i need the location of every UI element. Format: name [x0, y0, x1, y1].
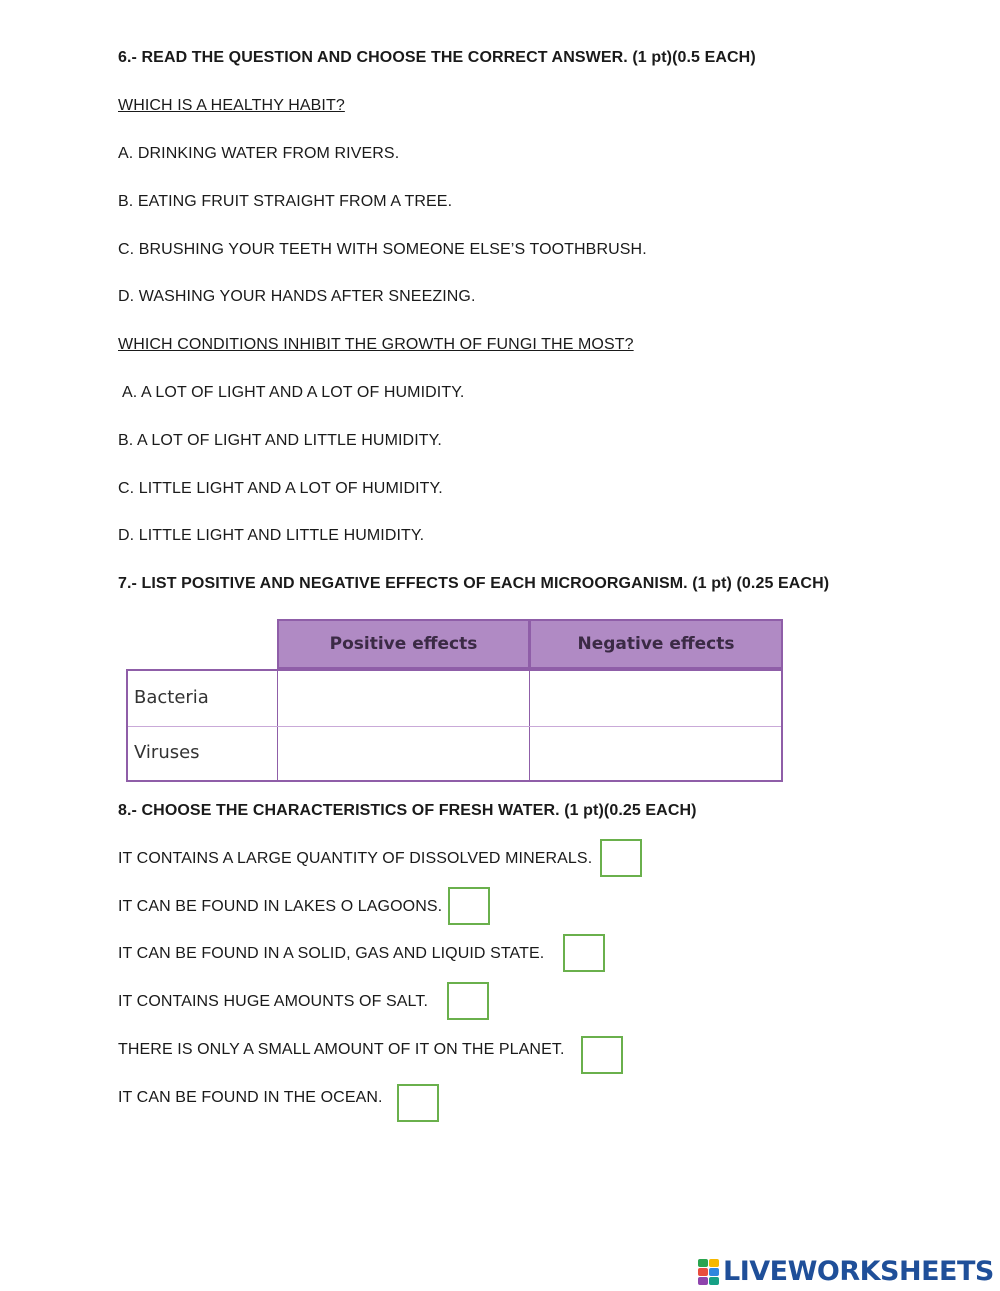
option-d-fungi[interactable]: D. LITTLE LIGHT AND LITTLE HUMIDITY. — [118, 527, 425, 544]
option-c-healthy-habit[interactable]: C. BRUSHING YOUR TEETH WITH SOMEONE ELSE’S TOOTHBRUSH. — [118, 241, 647, 258]
option-d-healthy-habit[interactable]: D. WASHING YOUR HANDS AFTER SNEEZING. — [118, 288, 476, 305]
fresh-water-item: IT CAN BE FOUND IN THE OCEAN. — [118, 1089, 383, 1106]
checkbox-small-amount[interactable] — [581, 1036, 623, 1074]
viruses-negative-cell[interactable] — [531, 728, 781, 780]
section-6-heading: 6.- READ THE QUESTION AND CHOOSE THE CORRECT ANSWER. (1 pt)(0.5 EACH) — [118, 49, 756, 66]
checkbox-huge-salt[interactable] — [447, 982, 489, 1020]
bacteria-positive-cell[interactable] — [279, 671, 528, 725]
option-b-fungi[interactable]: B. A LOT OF LIGHT AND LITTLE HUMIDITY. — [118, 432, 442, 449]
bacteria-negative-cell[interactable] — [531, 671, 781, 725]
option-a-fungi[interactable]: A. A LOT OF LIGHT AND A LOT OF HUMIDITY. — [122, 384, 465, 401]
row-label-viruses: Viruses — [134, 742, 200, 763]
checkbox-solid-gas-liquid[interactable] — [563, 934, 605, 972]
logo-text: LIVEWORKSHEETS — [723, 1256, 994, 1287]
fresh-water-item: IT CAN BE FOUND IN A SOLID, GAS AND LIQUID STATE. — [118, 945, 545, 962]
header-positive-effects: Positive effects — [277, 619, 530, 669]
fresh-water-item: THERE IS ONLY A SMALL AMOUNT OF IT ON THE PLANET. — [118, 1041, 565, 1058]
question-fungi-growth: WHICH CONDITIONS INHIBIT THE GROWTH OF FUNGI THE MOST? — [118, 336, 634, 353]
liveworksheets-logo — [698, 1256, 994, 1287]
option-c-fungi[interactable]: C. LITTLE LIGHT AND A LOT OF HUMIDITY. — [118, 480, 443, 497]
fresh-water-item: IT CONTAINS A LARGE QUANTITY OF DISSOLVED MINERALS. — [118, 850, 593, 867]
option-a-healthy-habit[interactable]: A. DRINKING WATER FROM RIVERS. — [118, 145, 400, 162]
row-divider — [128, 726, 781, 727]
checkbox-ocean[interactable] — [397, 1084, 439, 1122]
effects-table — [126, 619, 783, 782]
checkbox-dissolved-minerals[interactable] — [600, 839, 642, 877]
header-negative-effects: Negative effects — [529, 619, 783, 669]
row-label-bacteria: Bacteria — [134, 687, 209, 708]
question-healthy-habit: WHICH IS A HEALTHY HABIT? — [118, 97, 345, 114]
liveworksheets-logo-icon — [698, 1259, 720, 1285]
section-7-heading: 7.- LIST POSITIVE AND NEGATIVE EFFECTS OF EACH MICROORGANISM. (1 pt) (0.25 EACH) — [118, 575, 830, 592]
fresh-water-item: IT CONTAINS HUGE AMOUNTS OF SALT. — [118, 993, 429, 1010]
section-8-heading: 8.- CHOOSE THE CHARACTERISTICS OF FRESH WATER. (1 pt)(0.25 EACH) — [118, 802, 697, 819]
checkbox-lakes-lagoons[interactable] — [448, 887, 490, 925]
option-b-healthy-habit[interactable]: B. EATING FRUIT STRAIGHT FROM A TREE. — [118, 193, 453, 210]
fresh-water-item: IT CAN BE FOUND IN LAKES O LAGOONS. — [118, 898, 443, 915]
viruses-positive-cell[interactable] — [279, 728, 528, 780]
